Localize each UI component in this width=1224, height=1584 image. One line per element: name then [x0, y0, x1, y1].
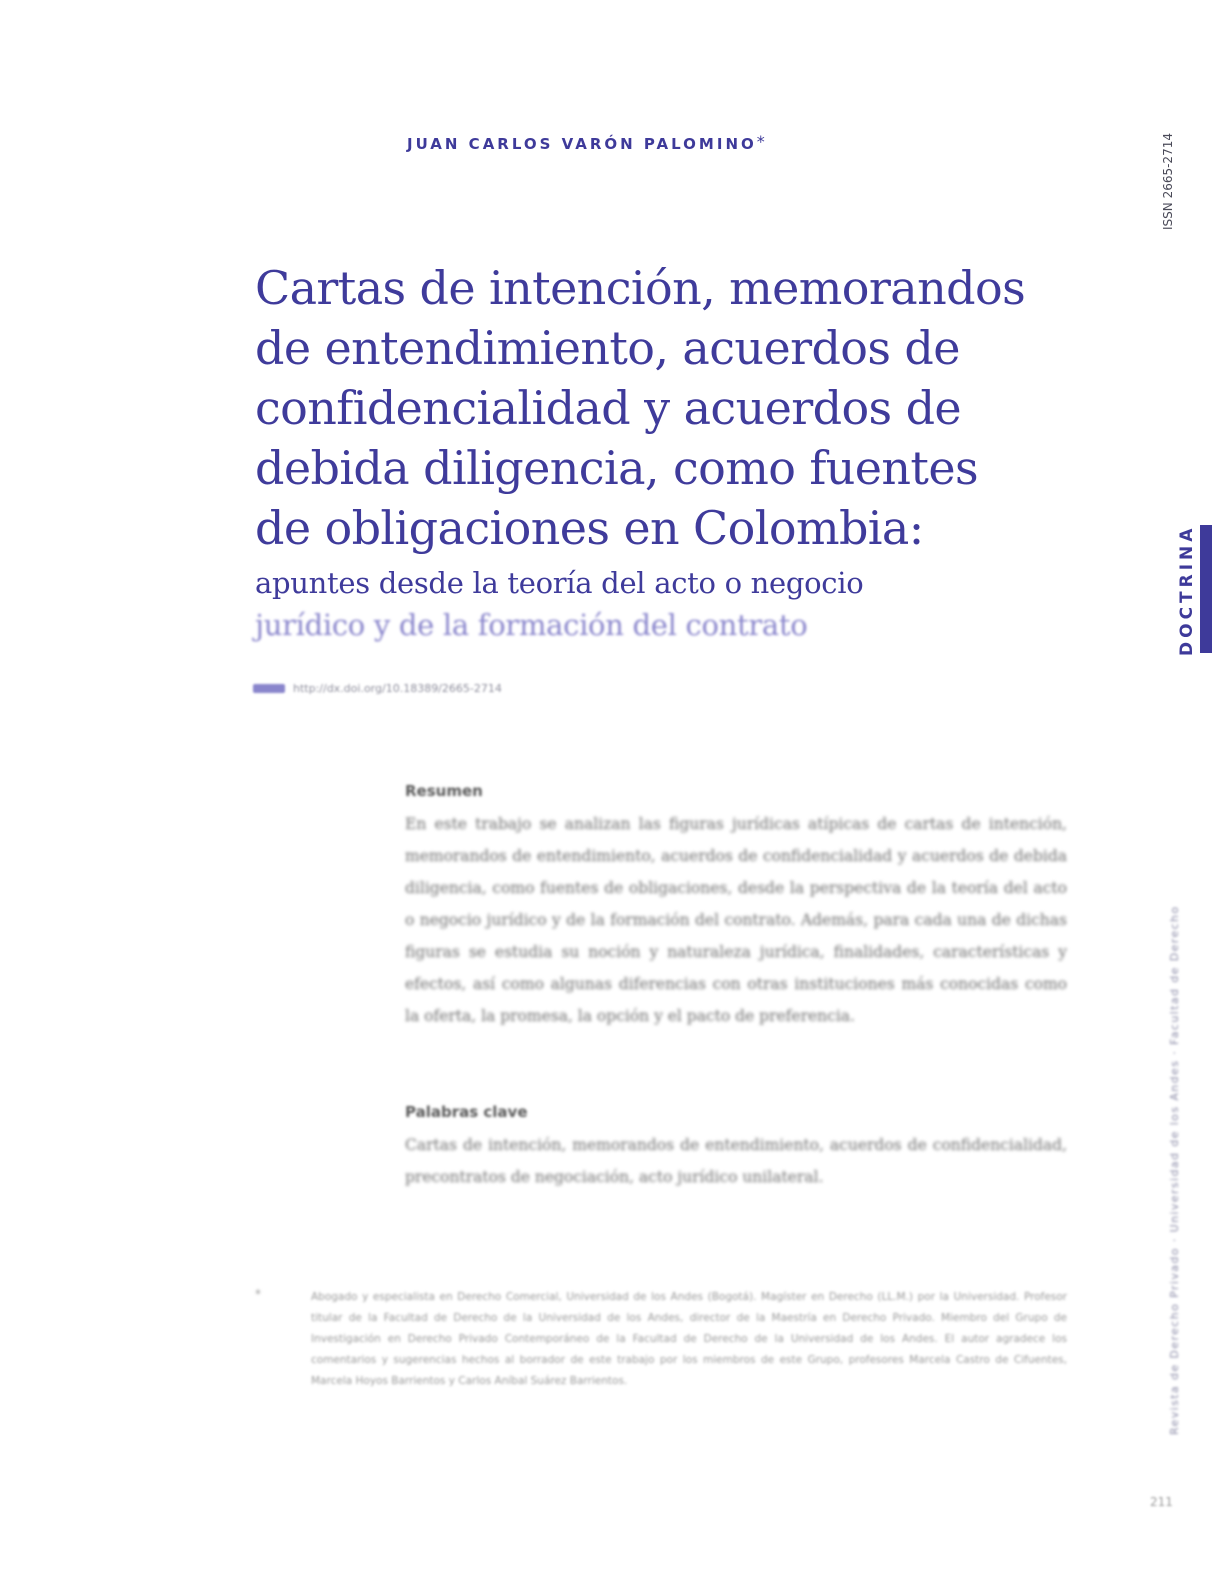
- author-footnote: [255, 1287, 1067, 1392]
- footnote-text: Abogado y especialista en Derecho Comercial, Universidad de los Andes (Bogotá). Magíster en Derecho (LL.M.) por la Universidad. Profesor titular de la Facultad de Derecho de la Universidad de los Andes, director de la Maestría en Derecho Privado. Miembro del Grupo de Investigación en Derecho Privado Contemporáneo de la Facultad de Derecho de la Universidad de los Andes. El autor agradece los comentarios y sugerencias hechos al borrador de este trabajo por los miembros de este Grupo, profesores Marcela Castro de Cifuentes, Marcela Hoyos Barrientos y Carlos Aníbal Suárez Barrientos.: [311, 1291, 1067, 1387]
- section-label: DOCTRINA: [1177, 524, 1197, 656]
- page-number: 211: [1150, 1495, 1173, 1509]
- abstract-heading: Resumen: [405, 782, 483, 800]
- title-line: de entendimiento, acuerdos de: [255, 321, 960, 375]
- author-note-marker: *: [756, 132, 765, 151]
- keywords-text: Cartas de intención, memorandos de entendimiento, acuerdos de confidencialidad, precontratos de negociación, acto jurídico unilateral.: [405, 1136, 1067, 1186]
- keywords-section: [405, 1103, 1067, 1193]
- title-line: confidencialidad y acuerdos de: [255, 381, 962, 435]
- doi-text: http://dx.doi.org/10.18389/2665-2714: [293, 681, 502, 695]
- title-line: debida diligencia, como fuentes: [255, 441, 978, 495]
- subtitle-line: apuntes desde la teoría del acto o negocio: [255, 566, 864, 600]
- journal-sidebar-text: Revista de Derecho Privado · Universidad de los Andes · Facultad de Derecho: [1168, 905, 1181, 1435]
- footnote-marker: *: [255, 1287, 261, 1301]
- section-color-bar: [1200, 525, 1212, 653]
- doi-icon: [253, 684, 285, 693]
- title-line: de obligaciones en Colombia:: [255, 501, 924, 555]
- subtitle-line: jurídico y de la formación del contrato: [255, 608, 808, 642]
- author-name: [407, 132, 765, 153]
- issn-label: ISSN 2665-2714: [1161, 133, 1175, 230]
- abstract-section: [405, 782, 1067, 1032]
- abstract-text: En este trabajo se analizan las figuras jurídicas atípicas de cartas de intención, memorandos de entendimiento, acuerdos de confidencialidad y acuerdos de debida diligencia, como fuentes de obligaciones, desde la perspectiva de la teoría del acto o negocio jurídico y de la formación del contrato. Además, para cada una de dichas figuras se estudia su noción y naturaleza jurídica, finalidades, características y efectos, así como algunas diferencias con otras instituciones más conocidas como la oferta, la promesa, la opción y el pacto de preferencia.: [405, 815, 1067, 1025]
- article-subtitle: [255, 562, 1085, 646]
- doi-link[interactable]: [253, 680, 502, 696]
- title-line: Cartas de intención, memorandos: [255, 261, 1026, 315]
- keywords-heading: Palabras clave: [405, 1103, 528, 1121]
- author-name-text: JUAN CARLOS VARÓN PALOMINO: [407, 135, 757, 153]
- article-title: [255, 258, 1085, 558]
